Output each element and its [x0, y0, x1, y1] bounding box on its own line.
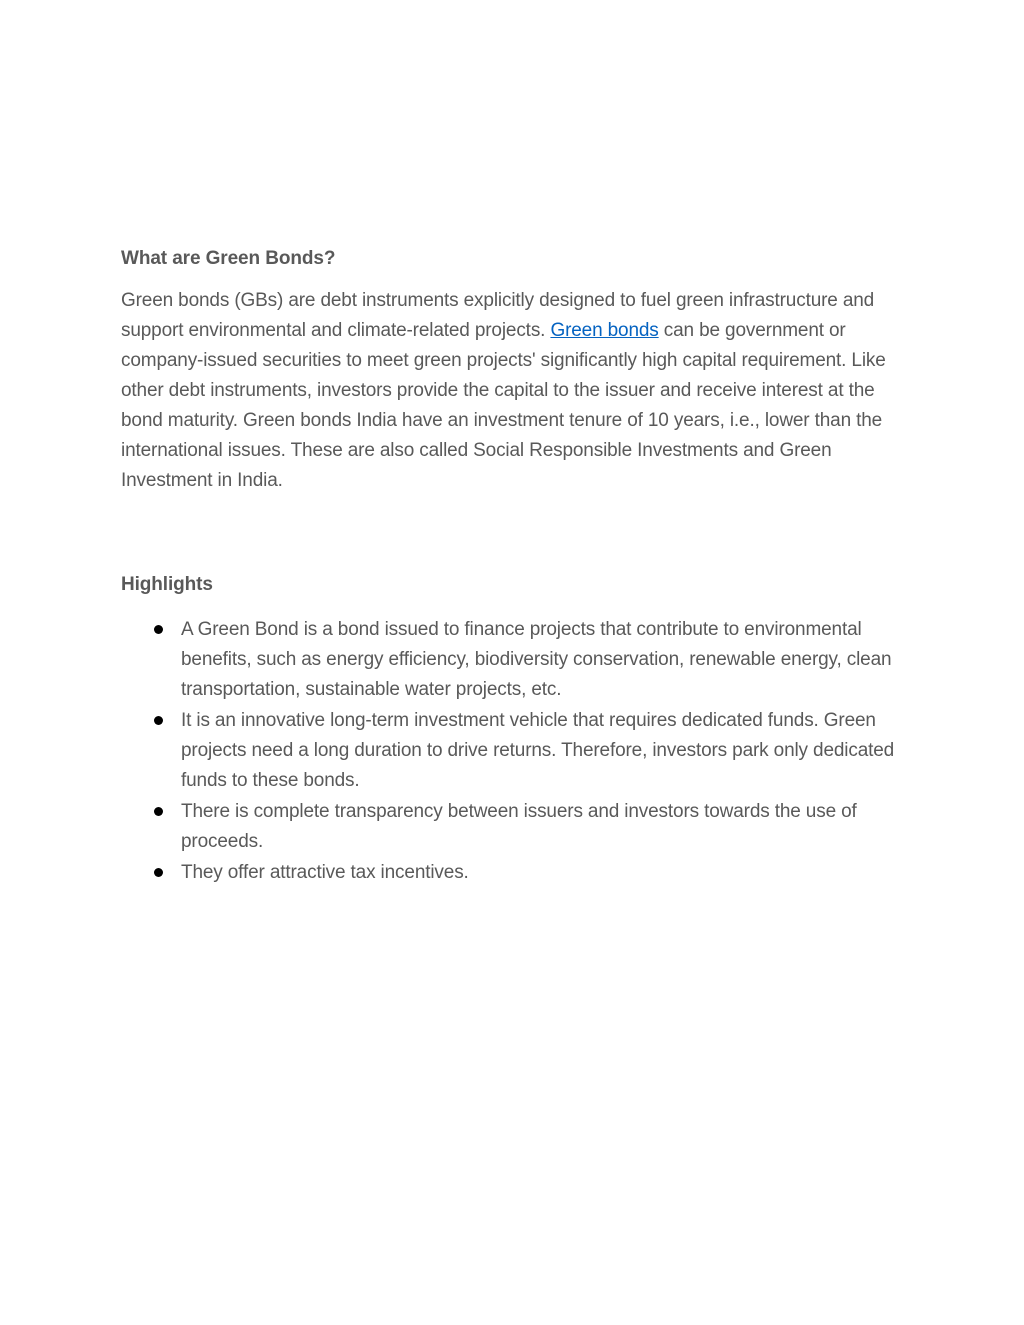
- highlights-list: [121, 615, 921, 889]
- intro-paragraph: [121, 286, 911, 496]
- bullet-icon: [154, 716, 163, 725]
- bullet-icon: [154, 868, 163, 877]
- list-item: [121, 797, 921, 857]
- section-heading-what-are-green-bonds: What are Green Bonds?: [121, 248, 336, 269]
- intro-text-after-link: can be government or company-issued securities to meet green projects' significantly high capital requirement. Like other debt instruments, investors provide the capital to the issuer and receive interest at the bond maturity. Green bonds India have an investment tenure of 10 years, i.e., lower than the international issues. These are also called Social Responsible Investments and Green Investment in India.: [121, 320, 886, 491]
- list-item-text: A Green Bond is a bond issued to finance projects that contribute to environmental benefits, such as energy efficiency, biodiversity conservation, renewable energy, clean transportation, sustainable water projects, etc.: [181, 619, 892, 700]
- intro-text-before-link: Green bonds (GBs) are debt instruments explicitly designed to fuel green infrastructure and support environmental and climate-related projects.: [121, 290, 875, 341]
- list-item-text: It is an innovative long-term investment vehicle that requires dedicated funds. Green projects need a long duration to drive returns. Therefore, investors park only dedicated funds to these bonds.: [181, 710, 895, 791]
- bullet-icon: [154, 625, 163, 634]
- list-item-text: They offer attractive tax incentives.: [181, 862, 469, 883]
- green-bonds-link[interactable]: Green bonds: [550, 320, 659, 341]
- bullet-icon: [154, 807, 163, 816]
- list-item: [121, 615, 921, 705]
- list-item-text: There is complete transparency between issuers and investors towards the use of proceeds.: [181, 801, 857, 852]
- list-item: [121, 858, 921, 888]
- list-item: [121, 706, 921, 796]
- section-heading-highlights: Highlights: [121, 574, 213, 595]
